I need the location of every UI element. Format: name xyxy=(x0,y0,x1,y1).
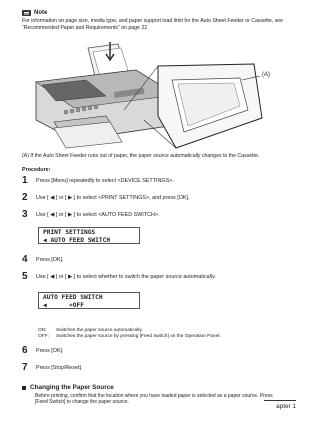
section-heading xyxy=(22,384,114,391)
lcd-line-1: PRINT SETTINGS xyxy=(43,229,96,236)
step-4 xyxy=(22,255,284,265)
option-off xyxy=(38,334,221,340)
lcd-display-print-settings xyxy=(38,227,140,244)
step-5 xyxy=(22,272,284,282)
note-heading-label: Note xyxy=(34,10,48,16)
step-6 xyxy=(22,346,284,356)
step-text: Press [Menu] repeatedly to select <DEVICE SETTINGS>. xyxy=(36,178,174,184)
step-text: Press [OK]. xyxy=(36,257,64,263)
step-number: 1 xyxy=(22,175,28,186)
figure-caption: (A) If the Auto Sheet Feeder runs out of paper, the paper source automatically changes to the Cassette. xyxy=(22,153,260,159)
procedure-label: Procedure: xyxy=(22,167,51,173)
lcd-line-2: ◀ ∗OFF xyxy=(43,301,84,309)
option-key: OFF: xyxy=(38,334,49,340)
step-text: Press [OK]. xyxy=(36,348,64,354)
note-box xyxy=(22,10,284,31)
note-heading xyxy=(22,10,284,17)
printer-illustration xyxy=(26,40,276,150)
option-key: ON: xyxy=(38,328,47,333)
section-title: Changing the Paper Source xyxy=(30,384,114,391)
lcd-line-1: AUTO FEED SWITCH xyxy=(43,294,103,301)
note-icon xyxy=(22,10,31,16)
step-text: Use [ ◀ ] or [ ▶ ] to select whether to switch the paper source automatically. xyxy=(36,274,216,280)
square-bullet-icon xyxy=(22,386,26,390)
step-number: 3 xyxy=(22,209,28,220)
step-7 xyxy=(22,363,284,373)
step-1 xyxy=(22,176,284,186)
section-text: Before printing, confirm that the location where you have loaded paper is selected as a paper source. Press [Feed Switch] to change the paper source. xyxy=(35,393,273,406)
step-number: 4 xyxy=(22,254,28,265)
note-text: For information on page size, media type, and paper support load limit for the Auto Sheet Feeder or Cassette, see “Recommended Paper and Requirements” on page 22. xyxy=(22,17,283,31)
lcd-display-auto-feed-switch xyxy=(38,292,140,309)
lcd-line-2: ◀ AUTO FEED SWITCH xyxy=(43,236,111,244)
step-number: 5 xyxy=(22,271,28,282)
step-text: Use [ ◀ ] or [ ▶ ] to select <AUTO FEED SWITCH>. xyxy=(36,212,160,218)
option-list xyxy=(38,328,221,341)
step-number: 2 xyxy=(22,192,28,203)
footer-rule xyxy=(264,400,296,401)
option-desc: Switches the paper source by pressing [Feed Switch] on the Operation Panel. xyxy=(56,334,221,340)
step-3 xyxy=(22,210,284,220)
step-text: Use [ ◀ ] or [ ▶ ] to select <PRINT SETTINGS>, and press [OK]. xyxy=(36,195,190,201)
figure-callout-a: (A) xyxy=(262,72,270,78)
option-desc: Switches the paper source automatically. xyxy=(56,328,143,333)
step-2 xyxy=(22,193,284,203)
step-number: 7 xyxy=(22,362,28,373)
step-number: 6 xyxy=(22,345,28,356)
chapter-footer: apter 1 xyxy=(276,403,296,410)
step-text: Press [Stop/Reset]. xyxy=(36,365,83,371)
